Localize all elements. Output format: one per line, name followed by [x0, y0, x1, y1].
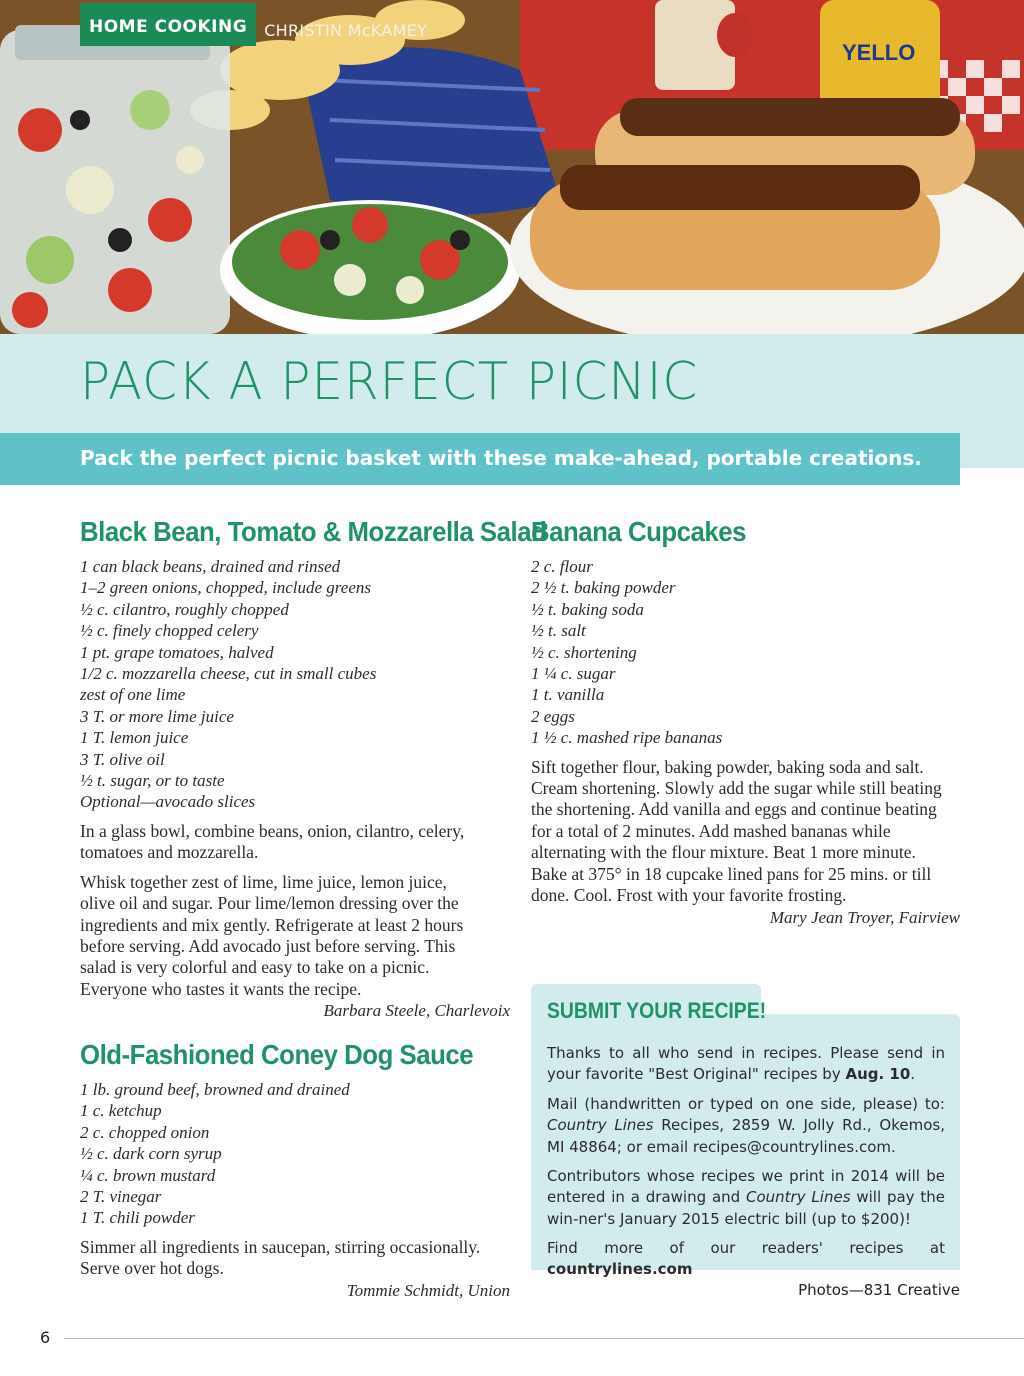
instruction-paragraph: In a glass bowl, combine beans, onion, cilantro, celery, tomatoes and mozzarella. [80, 820, 465, 863]
ingredient: ½ t. sugar, or to taste [80, 771, 225, 791]
website-link[interactable]: countrylines.com [547, 1260, 693, 1279]
ingredient: ½ t. baking soda [531, 599, 644, 619]
ingredient-list [531, 556, 960, 749]
ingredient: Optional—avocado slices [80, 792, 256, 812]
ingredient: 1 can black beans, drained and rinsed [80, 557, 341, 576]
submit-text: Find more of our readers' recipes at [547, 1239, 945, 1257]
ingredient: 1–2 green onions, chopped, include greens [80, 578, 371, 598]
recipe-credit: Mary Jean Troyer, Fairview [769, 907, 960, 927]
recipe-coney-sauce [80, 1039, 510, 1301]
ingredient-list [80, 1079, 510, 1229]
author-name: CHRISTIN McKAMEY [264, 20, 428, 40]
recipe-title: Old-Fashioned Coney Dog Sauce [80, 1039, 474, 1070]
ingredient: 2 ½ t. baking powder [531, 578, 676, 598]
ingredient: 1/2 c. mozzarella cheese, cut in small cubes [80, 664, 377, 684]
ingredient: 3 T. olive oil [80, 749, 165, 769]
submit-text: Thanks to all who send in recipes. Please send in your favorite "Best Original" recipes by [547, 1044, 945, 1084]
submit-text: Contributors whose recipes we print in 2014 will be entered in a drawing and [547, 1167, 945, 1207]
recipe-credit: Tommie Schmidt, Union [346, 1280, 510, 1300]
page-subtitle: Pack the perfect picnic basket with these make-ahead, portable creations. [80, 446, 922, 470]
ingredient: 1 pt. grape tomatoes, halved [80, 642, 274, 662]
picnic-food-illustration [0, 0, 1024, 334]
recipe-title: Banana Cupcakes [531, 516, 747, 547]
ingredient: 1 lb. ground beef, browned and drained [80, 1080, 350, 1099]
recipe-cupcakes [531, 516, 960, 928]
recipe-credit: Barbara Steele, Charlevoix [323, 1001, 510, 1021]
ingredient: 2 c. flour [531, 557, 593, 576]
submit-paragraph [547, 1094, 945, 1158]
submit-paragraph [547, 1043, 945, 1086]
page-title: PACK A PERFECT PICNIC [80, 352, 699, 412]
recipe-title: Black Bean, Tomato & Mozzarella Salad [80, 516, 547, 547]
ingredient: ½ c. finely chopped celery [80, 621, 259, 641]
submit-text: will pay the win-ner's January 2015 electric bill (up to $200)! [547, 1188, 945, 1228]
hero-photo [0, 0, 1024, 334]
footer-divider [64, 1338, 1024, 1339]
ingredient: 2 c. chopped onion [80, 1122, 210, 1142]
ingredient: 3 T. or more lime juice [80, 706, 234, 726]
submit-deadline: Aug. 10 [845, 1065, 911, 1084]
svg-text:YELLO: YELLO [842, 40, 916, 65]
magazine-name: Country Lines [547, 1116, 654, 1135]
submit-title: SUBMIT YOUR RECIPE! [547, 998, 767, 1023]
section-header [80, 0, 427, 48]
page-number: 6 [40, 1328, 51, 1347]
ingredient: 1 ¼ c. sugar [531, 664, 616, 684]
submit-paragraph [547, 1166, 945, 1230]
ingredient: ½ c. shortening [531, 642, 637, 662]
recipe-salad [80, 516, 547, 1022]
ingredient: 2 T. vinegar [80, 1187, 162, 1207]
instruction-paragraph: Whisk together zest of lime, lime juice, lemon juice, olive oil and sugar. Pour lime/lemon dressing over the ingredients and mix gently. Refrigerate at least 2 hours before serving. Add avocado just before serving. This salad is very colorful and easy to take on a picnic. Everyone who tastes it wants the recipe. [80, 871, 464, 999]
ingredient: 1 t. vanilla [531, 685, 605, 705]
ingredient: ½ c. cilantro, roughly chopped [80, 599, 289, 619]
ingredient: 1 T. lemon juice [80, 728, 189, 748]
ingredient: 1 T. chili powder [80, 1208, 195, 1228]
ingredient: 1 ½ c. mashed ripe bananas [531, 728, 723, 748]
photo-credit: Photos—831 Creative [798, 1281, 960, 1299]
submit-paragraph [547, 1238, 945, 1281]
ingredient: zest of one lime [80, 685, 186, 705]
ingredient: ½ c. dark corn syrup [80, 1144, 222, 1164]
instruction-paragraph: Sift together flour, baking powder, baking soda and salt. Cream shortening. Slowly add the sugar while still beating the shortening. Add vanilla and eggs and continue beating for a total of 2 minutes. Add mashed bananas while alternating with the flour mixture. Beat 1 more minute. Bake at 375° in 18 cupcake lined pans for 25 mins. or till done. Cool. Frost with your favorite frosting. [531, 756, 942, 906]
ingredient: ¼ c. brown mustard [80, 1165, 216, 1185]
submit-text: . [910, 1065, 916, 1084]
section-label: HOME COOKING [80, 3, 256, 46]
submit-text: Mail (handwritten or typed on one side, please) to: [547, 1095, 945, 1113]
submit-address: Recipes, 2859 W. Jolly Rd., Okemos, MI 48864; or email recipes@countrylines.com. [547, 1116, 945, 1156]
ingredient-list [80, 556, 510, 813]
ingredient: 2 eggs [531, 706, 575, 726]
ingredient: 1 c. ketchup [80, 1101, 162, 1121]
ingredient: ½ t. salt [531, 621, 586, 641]
instruction-paragraph: Simmer all ingredients in saucepan, stirring occasionally. Serve over hot dogs. [80, 1236, 481, 1279]
magazine-name: Country Lines [746, 1188, 851, 1207]
